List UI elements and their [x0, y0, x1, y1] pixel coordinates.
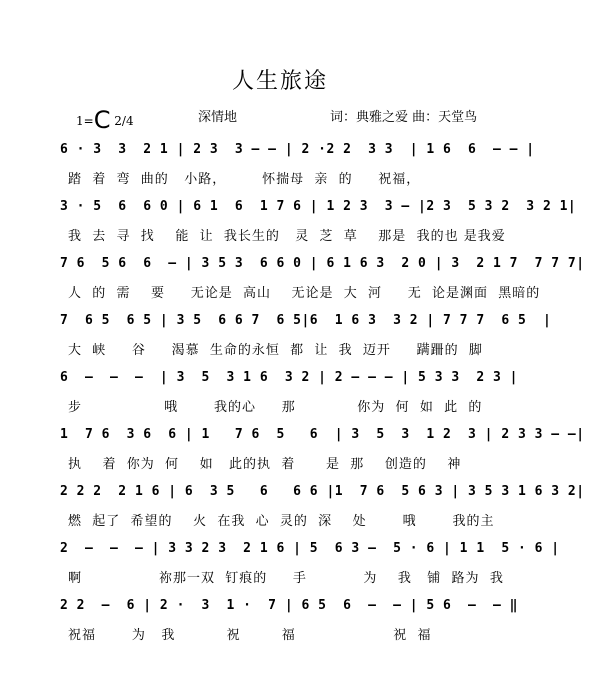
lyric-line: 步 哦 我的心 那 你为 何 如 此 的	[68, 400, 483, 415]
time-signature: 2/4	[114, 114, 134, 128]
notation-line: 2 2 – 6 | 2 · 3 1 · 7 | 6 5 6 – – | 5 6 – – ‖	[60, 598, 518, 613]
notation-line: 7 6 5 6 6 — | 3 5 3 6 6 0 | 6 1 6 3 2 0 | 3 2 1 7 7 7 7|	[60, 256, 585, 271]
lyric-line: 大 峡 谷 渴慕 生命的永恒 都 让 我 迈开 蹒跚的 脚	[68, 343, 483, 358]
score-line	[60, 370, 550, 420]
notation-line: 6 · 3 3 2 1 | 2 3 3 – – | 2 ·2 2 3 3 | 1 6 6 – – |	[60, 142, 535, 157]
notation-line: 7 6 5 6 5 | 3 5 6 6 7 6 5|6 1 6 3 3 2 | 7 7 7 6 5 |	[60, 313, 552, 328]
notation-line: 2 2 2 2 1 6 | 6 3 5 6 6 6 |1 7 6 5 6 3 | 3 5 3 1 6 3 2|	[60, 484, 585, 499]
lyric-line: 执 着 你为 何 如 此的执 着 是 那 创造的 神	[68, 457, 462, 472]
lyric-line: 踏 着 弯 曲的 小路， 怀揣母 亲 的 祝福，	[68, 172, 421, 187]
score-line	[60, 598, 550, 648]
lyric-line: 我 去 寻 找 能 让 我长生的 灵 芝 草 那是 我的也 是我爱	[68, 229, 506, 244]
score-line	[60, 427, 585, 477]
score-line	[60, 256, 585, 306]
song-title: 人生旅途	[231, 69, 328, 94]
tempo-marking: 深情地	[198, 110, 238, 125]
lyric-line: 祝福 为 我 祝 福 祝 福	[68, 628, 432, 643]
score-line	[60, 541, 560, 591]
lyric-line: 啊 祢那一双 钉痕的 手 为 我 铺 路为 我	[68, 571, 504, 586]
notation-line: 1 7 6 3 6 6 | 1 7 6 5 6 | 3 5 3 1 2 3 | 2 3 3 – –|	[60, 427, 585, 442]
score-line	[60, 484, 585, 534]
score-line	[60, 313, 550, 363]
notation-line: 3 · 5 6 6 0 | 6 1 6 1 7 6 | 1 2 3 3 – |2 3 5 3 2 3 2 1|	[60, 199, 577, 214]
score-line	[60, 199, 577, 249]
score-line	[60, 142, 550, 192]
notation-line: 2 – – – | 3 3 2 3 2 1 6 | 5 6 3 – 5 · 6 | 1 1 5 · 6 |	[60, 541, 560, 556]
notation-line: 6 – – – | 3 5 3 1 6 3 2 | 2 – – – | 5 3 3 2 3 |	[60, 370, 518, 385]
lyric-line: 人 的 需 要 无论是 高山 无论是 大 河 无 论是渊面 黑暗的	[68, 286, 541, 301]
key-signature	[76, 106, 134, 132]
credits: 词：典雅之爱 曲：天堂鸟	[330, 110, 478, 125]
lyric-line: 燃 起了 希望的 火 在我 心 灵的 深 处 哦 我的主	[68, 514, 495, 529]
key-prefix: 1=	[76, 114, 94, 128]
key-letter: C	[93, 106, 111, 134]
